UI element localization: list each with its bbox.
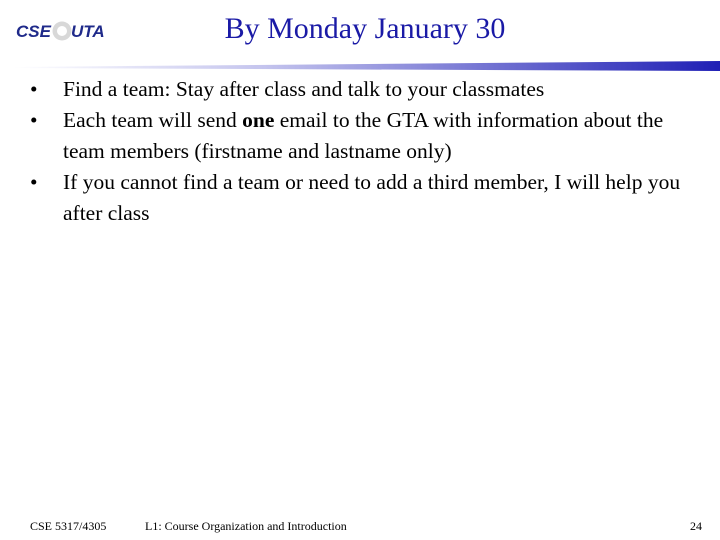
svg-text:UTA: UTA: [71, 22, 105, 41]
slide-title: By Monday January 30: [224, 12, 506, 45]
title-divider: [14, 58, 720, 68]
bullet-item: [30, 105, 700, 167]
bullet-dot-icon: •: [30, 77, 38, 101]
bullet-text-cont: email to the GTA with information about the team members (firstname and lastname only): [63, 108, 664, 163]
cse-uta-logo-graphic: [16, 16, 116, 46]
bullet-emphasis: one: [242, 108, 275, 132]
bullet-text: If you cannot find a team or need to add a third member, I will help you after class: [63, 170, 681, 225]
svg-text:CSE: CSE: [16, 22, 51, 41]
footer-lecture: L1: Course Organization and Introduction: [145, 519, 347, 533]
bullet-dot-icon: •: [30, 170, 38, 194]
bullet-text: Find a team: Stay after class and talk to your classmates: [63, 77, 545, 101]
footer-page-number: 24: [690, 519, 702, 533]
bullet-item: [30, 74, 700, 105]
bullet-item: [30, 167, 700, 229]
footer-course: CSE 5317/4305: [30, 519, 107, 533]
slide-content: [30, 74, 700, 229]
bullet-dot-icon: •: [30, 108, 38, 132]
bullet-text: Each team will send: [63, 108, 243, 132]
cse-uta-logo: [16, 16, 116, 46]
